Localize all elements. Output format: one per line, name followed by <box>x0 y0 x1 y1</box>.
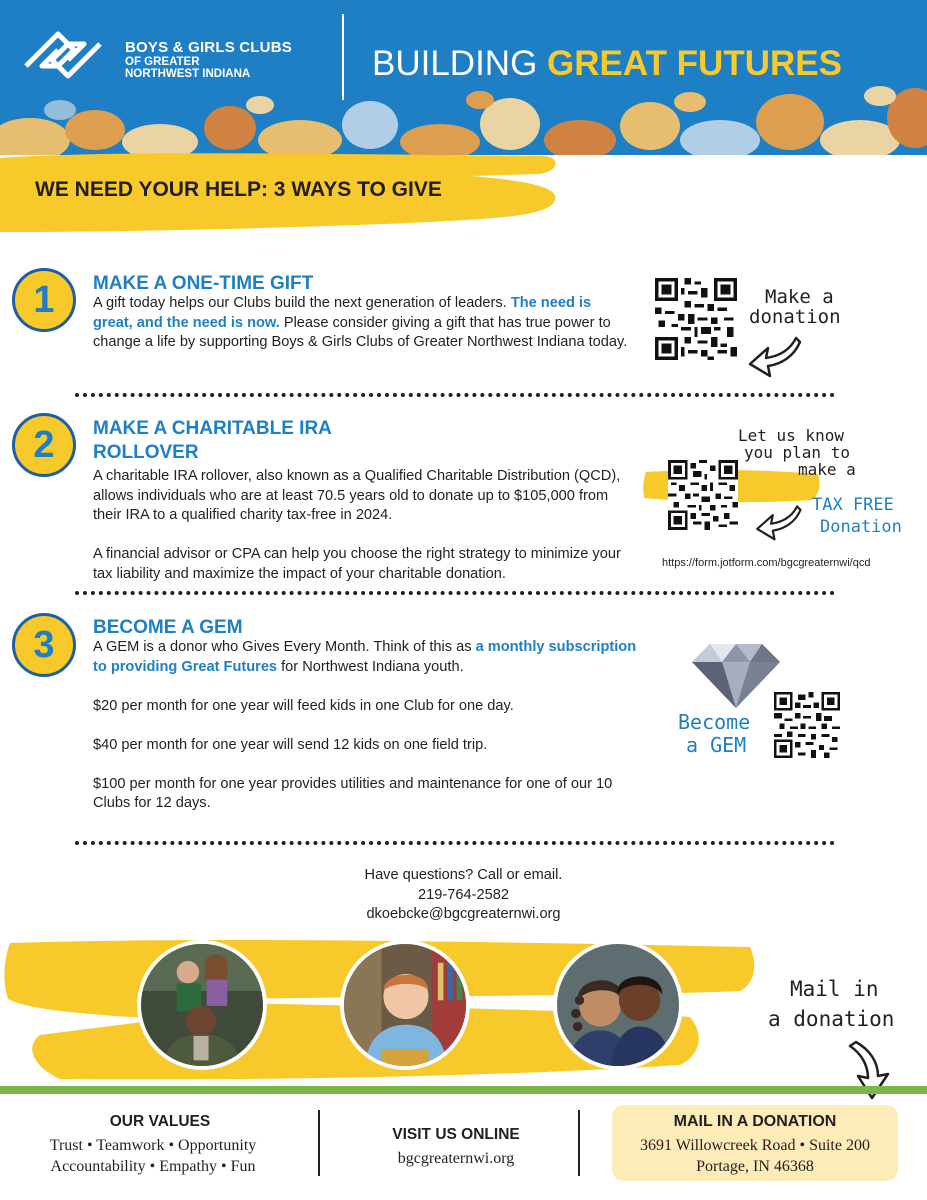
tax-free-note-line3: make a <box>798 459 856 479</box>
tax-free-note-line1: Let us know <box>738 426 844 445</box>
mail-title: MAIL IN A DONATION <box>673 1113 837 1130</box>
header-band <box>0 0 927 155</box>
photo-boy-smiling <box>340 940 470 1070</box>
banner-title: WE NEED YOUR HELP: 3 WAYS TO GIVE <box>35 178 442 201</box>
step-3-body <box>93 638 638 833</box>
qr-pattern-1 <box>655 278 737 360</box>
header-divider <box>342 14 344 100</box>
step-1-body-start: A gift today helps our Clubs build the next generation of leaders. <box>93 295 511 311</box>
values-line1: Trust • Teamwork • Opportunity <box>49 1137 257 1154</box>
step-1-title: MAKE A ONE-TIME GIFT <box>93 273 314 294</box>
step-1-body-highlight: The need is great, and the need is now. <box>93 295 592 331</box>
step-1-badge <box>12 268 76 332</box>
arrow-curved-icon-2 <box>752 498 804 546</box>
step-3-number: 3 <box>33 624 55 666</box>
bgc-logo <box>18 20 108 90</box>
green-divider <box>0 1086 927 1094</box>
footer-divider-2 <box>578 1110 580 1176</box>
step-2-body-p1: A charitable IRA rollover, also known as a Qualified Charitable Distribution (QCD), allows individuals who are at least 70.5 years old to donate up to $105,000 from their IRA to a qualified charity tax-free in 2024. <box>93 468 621 523</box>
step-2-number: 2 <box>33 424 55 466</box>
step-2-title <box>93 417 332 465</box>
qcd-form-link[interactable]: https://form.jotform.com/bgcgreaternwi/qcd <box>662 557 871 569</box>
step-2-badge <box>12 413 76 477</box>
gem-tier-20: $20 per month for one year will feed kids in one Club for one day. <box>93 697 514 714</box>
dotted-divider-2 <box>75 591 835 595</box>
dotted-divider-1 <box>75 393 835 397</box>
photo-girls-smiling <box>553 940 683 1070</box>
tax-free-note-line4: TAX FREE <box>812 495 894 515</box>
contact-phone[interactable]: 219-764-2582 <box>418 886 509 903</box>
photo-girls-smiling-image <box>557 944 679 1066</box>
values-title: OUR VALUES <box>109 1113 211 1130</box>
website-link[interactable]: bgcgreaternwi.org <box>397 1150 515 1167</box>
step-3-body-end: for Northwest Indiana youth. <box>277 658 464 675</box>
org-name <box>125 40 292 80</box>
mail-donation-note <box>768 978 894 1030</box>
org-name-line1: BOYS & GIRLS CLUBS <box>125 39 292 56</box>
gem-tier-40: $40 per month for one year will send 12 kids on one field trip. <box>93 736 488 753</box>
mail-donation-note-line2: a donation <box>768 1007 895 1032</box>
step-1-body <box>93 294 633 353</box>
contact-info <box>0 866 927 925</box>
mail-address-line2: Portage, IN 46368 <box>696 1158 814 1175</box>
step-1-number: 1 <box>33 279 55 321</box>
make-donation-note-line1: Make a <box>765 286 834 308</box>
photo-mentor-kids <box>137 940 267 1070</box>
mail-address-line1: 3691 Willowcreek Road • Suite 200 <box>640 1137 870 1154</box>
tax-free-note <box>738 428 856 478</box>
photo-boy-smiling-image <box>344 944 466 1066</box>
donation-qr-code[interactable] <box>655 278 737 360</box>
dotted-divider-3 <box>75 841 835 845</box>
step-2-title-line2: ROLLOVER <box>93 442 199 463</box>
diamond-icon <box>688 640 784 710</box>
become-gem-note-line1: Become <box>678 710 751 734</box>
tax-free-note-line5: Donation <box>820 516 902 537</box>
photo-mentor-kids-image <box>141 944 263 1066</box>
online-title: VISIT US ONLINE <box>392 1126 520 1143</box>
tax-free-note-blue <box>812 497 902 537</box>
step-1-body-end: Please consider giving a gift that has true power to change a life by supporting Boys & Girls Clubs of Greater Northwest Indiana today. <box>93 314 628 350</box>
step-3-badge <box>12 613 76 677</box>
tax-free-note-line2: you plan to <box>744 442 850 462</box>
qr-pattern-3 <box>774 692 840 758</box>
gem-qr-code[interactable] <box>774 692 840 758</box>
step-3-title: BECOME A GEM <box>93 617 243 638</box>
qr-pattern-2 <box>668 460 738 530</box>
step-2-body <box>93 467 633 604</box>
gem-tier-100: $100 per month for one year provides utilities and maintenance for one of our 10 Clubs for 12 days. <box>93 775 613 811</box>
org-name-line3: NORTHWEST INDIANA <box>125 67 251 80</box>
arrow-curved-icon <box>744 330 804 382</box>
make-donation-note-line2: donation <box>749 305 841 328</box>
values-line2: Accountability • Empathy • Fun <box>50 1158 256 1175</box>
step-3-body-highlight: a monthly subscription to providing Great Futures <box>93 639 637 675</box>
values-list <box>0 1135 306 1177</box>
org-name-line2: OF GREATER <box>125 55 200 68</box>
ira-qr-code[interactable] <box>668 460 738 530</box>
header-title-highlight: GREAT FUTURES <box>547 44 842 83</box>
make-donation-note <box>749 286 841 328</box>
mail-address <box>612 1135 898 1177</box>
become-gem-note-line2: a GEM <box>686 733 747 757</box>
mail-donation-note-line1: Mail in <box>790 977 879 1001</box>
contact-prompt: Have questions? Call or email. <box>364 867 563 883</box>
contact-email[interactable]: dkoebcke@bgcgreaternwi.org <box>366 906 561 922</box>
become-gem-note <box>678 712 750 756</box>
header-title-plain: BUILDING <box>372 44 548 83</box>
step-2-body-p2: A financial advisor or CPA can help you choose the right strategy to minimize your tax liability and maximize the impact of your charitable donation. <box>93 546 621 582</box>
header-title <box>372 44 842 84</box>
step-3-body-start: A GEM is a donor who Gives Every Month. Think of this as <box>93 639 476 655</box>
footer-divider-1 <box>318 1110 320 1176</box>
step-2-title-line1: MAKE A CHARITABLE IRA <box>93 418 332 439</box>
